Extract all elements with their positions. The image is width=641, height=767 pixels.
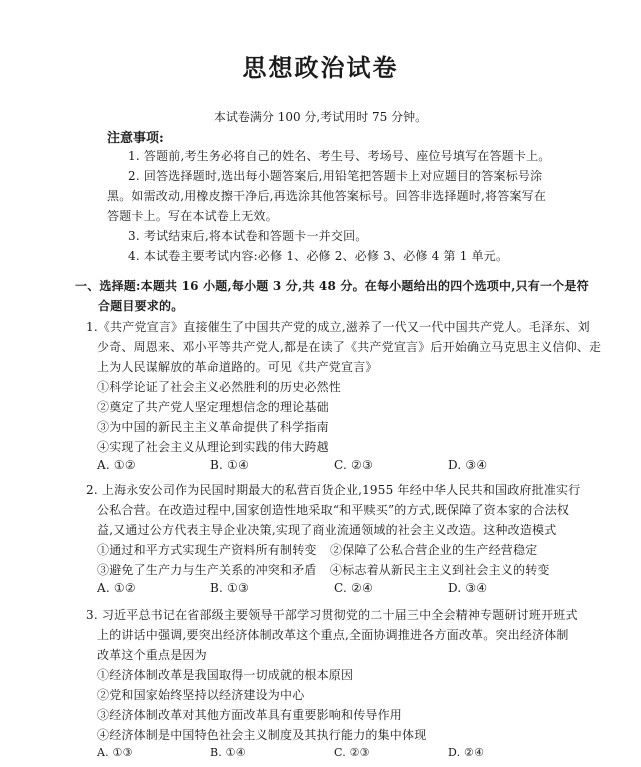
exam-intro: 本试卷满分 100 分,考试用时 75 分钟。 (213, 110, 428, 124)
q1-item: ③为中国的新民主主义革命提供了科学指南 (97, 420, 329, 434)
q3-item: ④经济体制是中国特色社会主义制度及其执行能力的集中体现 (97, 728, 427, 742)
q1-stem-line: 上为人民谋解放的革命道路的。可见《共产党宣言》 (97, 360, 378, 374)
q2-item: ①通过和平方式实现生产资料所有制转变 (97, 543, 317, 557)
q1-option-a: A. ①② (97, 458, 136, 472)
notice-line: 黑。如需改动,用橡皮擦干净后,再选涂其他答案标号。回答非选择题时,将答案写在 (107, 189, 547, 203)
q2-option-a: A. ①② (97, 581, 136, 595)
q1-stem-line: 少奇、周恩来、邓小平等共产党人,都是在读了《共产党宣言》后开始确立马克思主义信仰、走 (97, 340, 602, 354)
section-heading: 一、选择题:本题共 16 小题,每小题 3 分,共 48 分。在每小题给出的四个选项中,只有一个是符 (75, 279, 589, 293)
q3-option-c: C. ②③ (334, 746, 370, 759)
q2-item: ③避免了生产力与生产关系的冲突和矛盾 (97, 563, 317, 577)
q2-stem-line: 益,又通过公方代表主导企业决策,实现了商业流通领域的社会主义改造。这种改造模式 (97, 523, 557, 537)
page-title: 思想政治试卷 (242, 53, 399, 82)
notice-line: 1. 答题前,考生务必将自己的姓名、考生号、考场号、座位号填写在答题卡上。 (128, 149, 551, 163)
q3-option-d: D. ②④ (448, 746, 485, 759)
q3-stem-line: 3. 习近平总书记在省部级主要领导干部学习贯彻党的二十届三中全会精神专题研讨班开班式 (86, 608, 578, 622)
q1-item: ②奠定了共产党人坚定理想信念的理论基础 (97, 400, 329, 414)
q1-option-d: D. ③④ (448, 458, 488, 472)
q2-item: ④标志着从新民主主义到社会主义的转变 (330, 563, 550, 577)
q1-item: ④实现了社会主义从理论到实践的伟大跨越 (97, 440, 329, 454)
q1-stem-line: 1.《共产党宣言》直接催生了中国共产党的成立,滋养了一代又一代中国共产党人。毛泽东、刘 (86, 320, 590, 334)
notice-line: 3. 考试结束后,将本试卷和答题卡一并交回。 (128, 229, 368, 243)
q3-stem-line: 上的讲话中强调,要突出经济体制改革这个重点,全面协调推进各方面改革。突出经济体制 (97, 628, 569, 642)
q2-item: ②保障了公私合营企业的生产经营稳定 (330, 543, 538, 557)
q1-option-c: C. ②③ (334, 458, 373, 472)
notice-line: 4. 本试卷主要考试内容:必修 1、必修 2、必修 3、必修 4 第 1 单元。 (128, 249, 509, 263)
notice-line: 答题卡上。写在本试卷上无效。 (107, 209, 278, 223)
q3-option-b: B. ①④ (210, 746, 246, 759)
q3-item: ③经济体制改革对其他方面改革具有重要影响和传导作用 (97, 708, 403, 722)
q3-stem-line: 改革这个重点是因为 (97, 648, 207, 662)
notice-line: 2. 回答选择题时,选出每小题答案后,用铅笔把答题卡上对应题目的答案标号涂 (128, 169, 543, 183)
notice-heading: 注意事项: (107, 131, 164, 146)
q1-option-b: B. ①④ (210, 458, 249, 472)
q3-item: ①经济体制改革是我国取得一切成就的根本原因 (97, 668, 354, 682)
q2-stem-line: 2. 上海永安公司作为民国时期最大的私营百货企业,1955 年经中华人民共和国政府批准实行 (86, 483, 581, 497)
q3-item: ②党和国家始终坚持以经济建设为中心 (97, 688, 305, 702)
q2-stem-line: 公私合营。在改造过程中,国家创造性地采取“和平赎买”的方式,既保障了资本家的合法权 (97, 503, 570, 517)
q1-item: ①科学论证了社会主义必然胜利的历史必然性 (97, 380, 342, 394)
q2-option-c: C. ②④ (334, 581, 373, 595)
section-heading-cont: 合题目要求的。 (98, 299, 184, 313)
q2-option-d: D. ③④ (448, 581, 488, 595)
q2-option-b: B. ①③ (210, 581, 249, 595)
q3-option-a: A. ①③ (97, 746, 133, 759)
